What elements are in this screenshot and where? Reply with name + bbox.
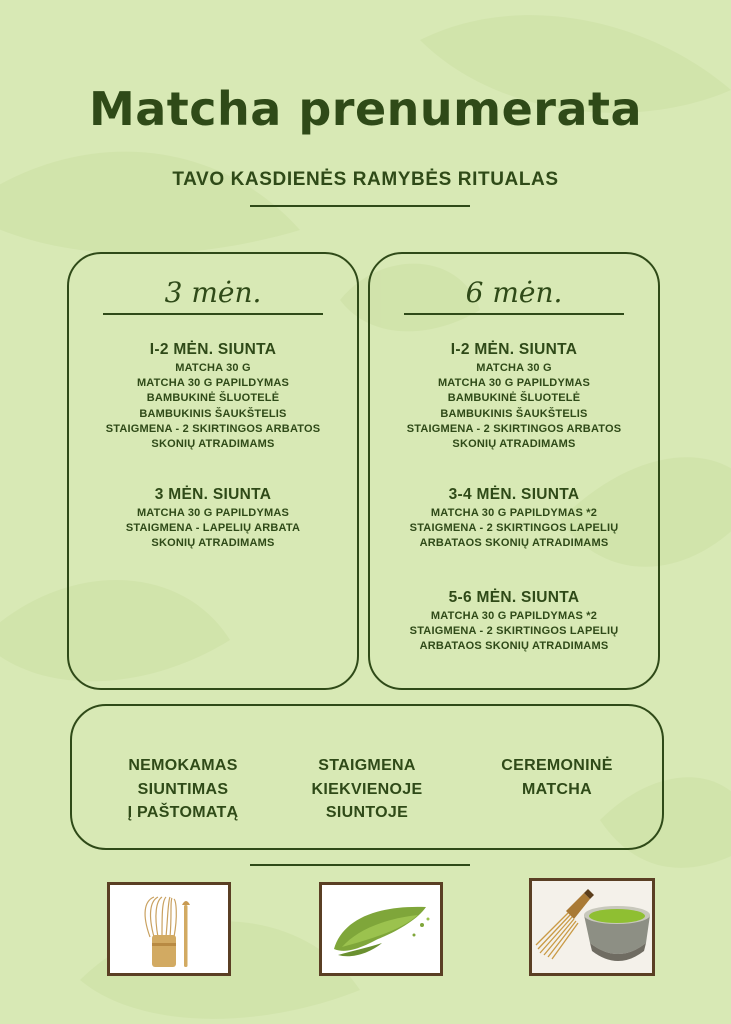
shipment-block: [69, 340, 357, 452]
shipment-item: STAIGMENA - 2 SKIRTINGOS LAPELIŲ: [409, 625, 619, 638]
plan-card-6-months: [368, 252, 660, 690]
shipment-item: SKONIŲ ATRADIMAMS: [452, 438, 576, 451]
page-subtitle: TAVO KASDIENĖS RAMYBĖS RITUALAS: [172, 169, 559, 190]
shipment-item: MATCHA 30 G PAPILDYMAS: [136, 377, 290, 390]
feature-line: KIEKVIENOJE: [311, 780, 423, 798]
plan-title: 3 mėn.: [164, 276, 262, 309]
shipment-title: 5-6 MĖN. SIUNTA: [448, 589, 580, 606]
shipment-title: I-2 MĖN. SIUNTA: [149, 341, 277, 358]
shipment-item: MATCHA 30 G PAPILDYMAS *2: [430, 610, 598, 622]
shipment-item: STAIGMENA - LAPELIŲ ARBATA: [125, 522, 301, 535]
shipment-item: MATCHA 30 G PAPILDYMAS: [136, 507, 290, 519]
shipment-item: ARBATAOS SKONIŲ ATRADIMAMS: [419, 537, 609, 550]
footer-divider: [250, 864, 470, 866]
shipment-item: MATCHA 30 G: [476, 362, 552, 374]
bamboo-whisk-icon: [110, 885, 228, 973]
plan-title-divider: [404, 313, 624, 315]
bamboo-whisk-and-scoop-photo: [107, 882, 231, 976]
page-title: Matcha prenumerata: [88, 82, 643, 136]
shipment-item: BAMBUKINIS ŠAUKŠTELIS: [440, 407, 588, 420]
shipment-title: 3-4 MĖN. SIUNTA: [448, 486, 580, 503]
shipment-block: [69, 485, 357, 552]
feature-ceremonial-matcha: [462, 754, 652, 801]
feature-line: STAIGMENA: [318, 757, 416, 774]
header-divider: [250, 205, 470, 207]
shipment-item: MATCHA 30 G: [175, 362, 251, 374]
feature-line: MATCHA: [522, 780, 592, 798]
feature-line: Į PAŠTOMATĄ: [127, 804, 239, 821]
feature-surprise: [272, 754, 462, 825]
shipment-item: MATCHA 30 G PAPILDYMAS *2: [430, 507, 598, 519]
shipment-item: STAIGMENA - 2 SKIRTINGOS LAPELIŲ: [409, 522, 619, 535]
plan-title-divider: [103, 313, 323, 315]
feature-line: NEMOKAMAS: [128, 757, 238, 774]
matcha-bowl-icon: [532, 881, 652, 973]
matcha-powder-icon: [322, 885, 440, 973]
shipment-item: ARBATAOS SKONIŲ ATRADIMAMS: [419, 640, 609, 653]
shipment-item: MATCHA 30 G PAPILDYMAS: [437, 377, 591, 390]
shipment-item: BAMBUKINIS ŠAUKŠTELIS: [139, 407, 287, 420]
shipment-title: 3 MĖN. SIUNTA: [154, 486, 272, 503]
matcha-bowl-with-whisk-photo: [529, 878, 655, 976]
shipment-block: [370, 485, 658, 552]
feature-line: CEREMONINĖ: [501, 757, 613, 774]
shipment-item: BAMBUKINĖ ŠLUOTELĖ: [447, 392, 581, 405]
shipment-title: I-2 MĖN. SIUNTA: [450, 341, 578, 358]
matcha-powder-swatch-photo: [319, 882, 443, 976]
features-card: [70, 704, 664, 850]
shipment-block: [370, 340, 658, 452]
shipment-block: [370, 588, 658, 655]
plan-title: 6 mėn.: [465, 276, 563, 309]
shipment-item: STAIGMENA - 2 SKIRTINGOS ARBATOS: [105, 422, 321, 435]
shipment-item: STAIGMENA - 2 SKIRTINGOS ARBATOS: [406, 422, 622, 435]
feature-free-shipping: [88, 754, 278, 825]
feature-line: SIUNTIMAS: [137, 780, 229, 798]
shipment-item: SKONIŲ ATRADIMAMS: [151, 537, 275, 550]
plan-card-3-months: [67, 252, 359, 690]
feature-line: SIUNTOJE: [325, 804, 409, 821]
shipment-item: SKONIŲ ATRADIMAMS: [151, 438, 275, 451]
shipment-item: BAMBUKINĖ ŠLUOTELĖ: [146, 392, 280, 405]
